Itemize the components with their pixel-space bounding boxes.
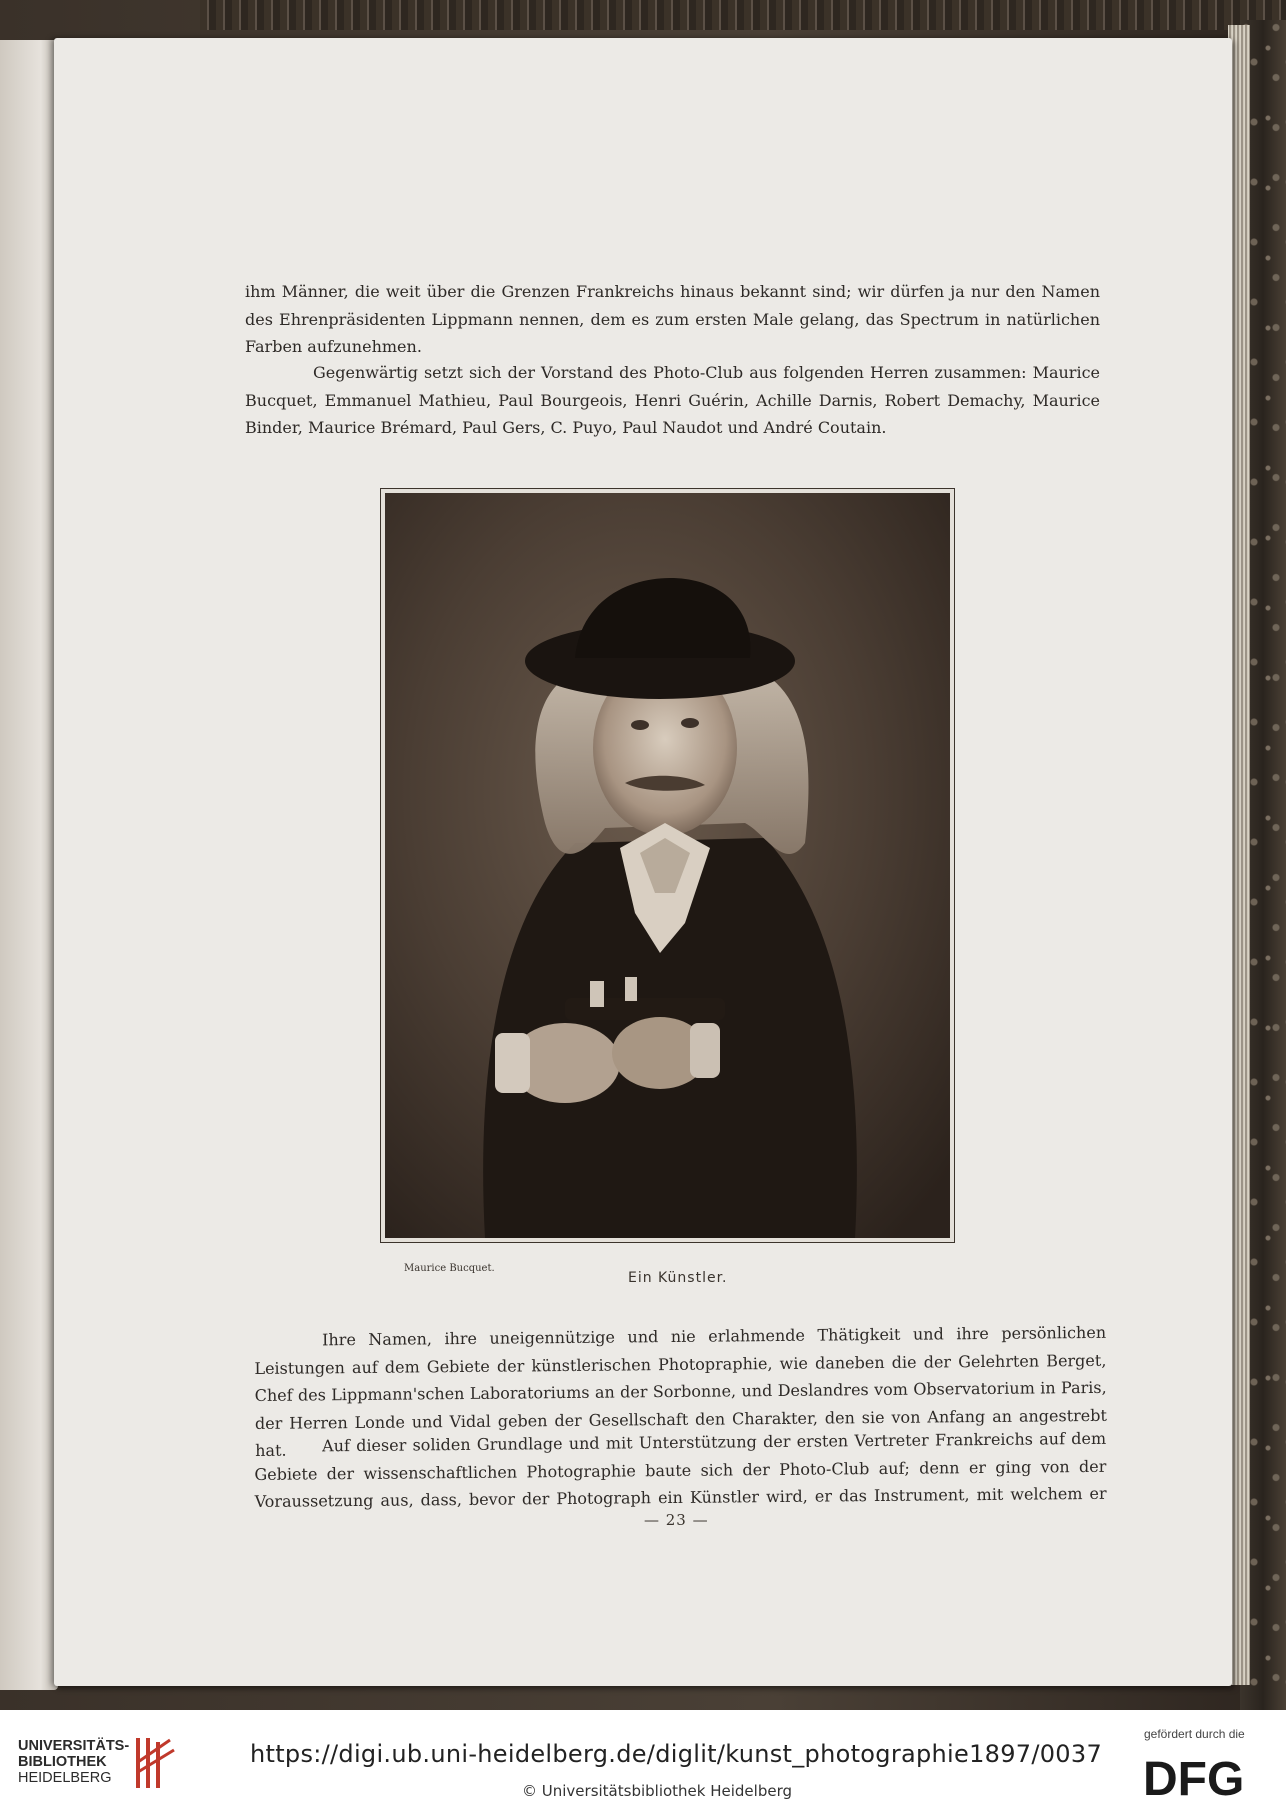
document-url-link[interactable]: https://digi.ub.uni-heidelberg.de/diglit/kunst_photographie1897/0037	[250, 1740, 1103, 1768]
library-logo-icon	[130, 1732, 180, 1792]
paragraph-3: Ihre Namen, ihre uneigennützige und nie erlahmende Thätigkeit und ihre persönlichen Leistungen auf dem Gebiete der künstlerischen Photopraphie, wie daneben die der Gelehrten Berget, Chef des Lippmann'schen Laboratoriums an der Sorbonne, und Deslandres vom Observatorium in Paris, der Herren Londe und Vidal geben der Gesellschaft den Charakter, den sie von Anfang an angestrebt hat.	[254, 1322, 1107, 1460]
portrait-photo-frame	[380, 488, 955, 1243]
library-name-line-2: BIBLIOTHEK	[18, 1754, 107, 1770]
viewer-footer	[0, 1710, 1286, 1810]
photo-credit: Maurice Bucquet.	[404, 1263, 495, 1274]
dfg-logo-icon	[1143, 1753, 1268, 1801]
book-page	[54, 38, 1232, 1686]
copyright-notice: © Universitätsbibliothek Heidelberg	[522, 1782, 793, 1800]
photo-caption: Ein Künstler.	[628, 1270, 728, 1286]
library-name-line-3: HEIDELBERG	[18, 1770, 112, 1786]
portrait-photo	[385, 493, 950, 1238]
book-top-edge	[200, 0, 1286, 30]
dfg-logo-text: DFG	[1143, 1753, 1245, 1801]
paragraph-4: Auf dieser soliden Grundlage und mit Unterstützung der ersten Vertreter Frankreichs auf dem Gebiete der wissenschaftlichen Photographie baute sich der Photo-Club auf; denn er ging von der Voraussetzung aus, dass, bevor der Photograph ein Künstler wird, er das Instrument, mit welchem er	[254, 1428, 1107, 1511]
paragraph-2: Gegenwärtig setzt sich der Vorstand des Photo-Club aus folgenden Herren zusammen: Maurice Bucquet, Emmanuel Mathieu, Paul Bourgeois, Henri Guérin, Achille Darnis, Robert Demachy, Maurice Binder, Maurice Brémard, Paul Gers, C. Puyo, Paul Naudot und André Coutain.	[245, 363, 1100, 437]
page-number: — 23 —	[644, 1511, 709, 1529]
funded-by-label: gefördert durch die	[1144, 1727, 1245, 1741]
library-name-line-1: UNIVERSITÄTS-	[18, 1738, 130, 1754]
library-logo-text	[18, 1738, 129, 1786]
paragraph-1: ihm Männer, die weit über die Grenzen Frankreichs hinaus bekannt sind; wir dürfen ja nur den Namen des Ehrenpräsidenten Lippmann nennen, dem es zum ersten Male gelang, das Spectrum in natürlichen Farben aufzunehmen.	[245, 282, 1100, 356]
left-page-edge	[0, 40, 58, 1690]
